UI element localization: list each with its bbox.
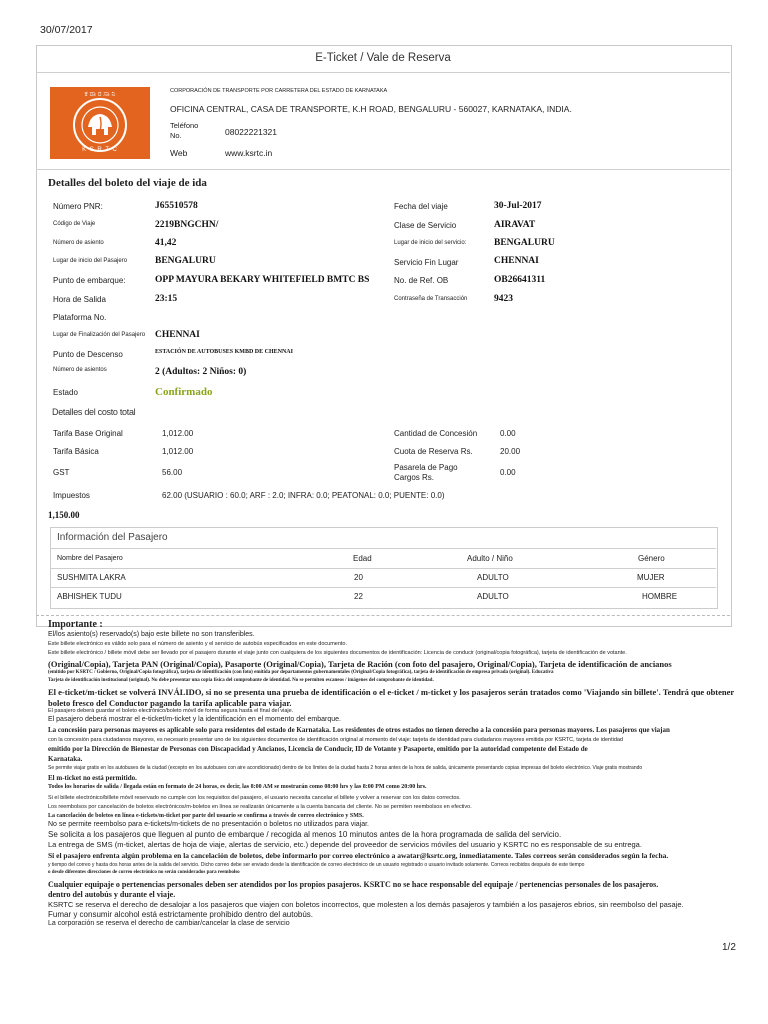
important-line: o desde diferentes direcciones de correo electrónico no serán considerados para reembolso (48, 870, 240, 875)
important-line: La entrega de SMS (m-ticket, alertas de hoja de viaje, alertas de servicio, etc.) depende del proveedor de servicios móviles del usuario y KSRTC no es responsable de su entrega. (48, 840, 642, 849)
important-title: Importante : (48, 619, 103, 630)
cost-title: Detalles del costo total (52, 407, 136, 417)
date-label: Fecha del viaje (394, 202, 448, 211)
corporation-name: CORPORACIÓN DE TRANSPORTE POR CARRETERA DEL ESTADO DE KARNATAKA (170, 88, 388, 94)
important-line: dentro del autobús y durante el viaje. (48, 890, 176, 899)
title-divider (36, 72, 730, 73)
important-line: El m-ticket no está permitido. (48, 774, 137, 782)
status-label: Estado (53, 388, 78, 397)
phone-label: Teléfono No. (170, 121, 199, 140)
class-label: Clase de Servicio (394, 221, 457, 230)
start-label: Lugar de inicio del Pasajero (53, 258, 128, 264)
ref-label: No. de Ref. OB (394, 276, 449, 285)
important-line: Este billete electrónico es válido solo para el número de asiento y el servicio de autobús especificados en este documento. (48, 641, 348, 647)
start-value: BENGALURU (155, 256, 216, 266)
office-address: OFICINA CENTRAL, CASA DE TRANSPORTE, K.H ROAD, BENGALURU - 560027, KARNATAKA, INDIA. (170, 104, 572, 114)
passenger-age: 22 (354, 592, 363, 601)
important-line: con la concesión para ciudadanos mayores, es necesario presentar uno de los siguientes documentos de identificación original al momento del viaje: tarjeta de identidad para ciudadanos mayores emitida por KSRTC, tarjeta de identidad (48, 737, 623, 743)
logo-kannada-text: ಕ ರಾ ರ ಸಾ ನಿ (84, 91, 116, 98)
passenger-gender: HOMBRE (642, 592, 678, 601)
trip-code-value: 2219BNGCHN/ (155, 220, 219, 230)
txn-value: 9423 (494, 294, 513, 304)
important-line: El pasajero deberá mostrar el e-ticket/m-ticket y la identificación en el momento del embarque. (48, 716, 341, 723)
taxes-value: 62.00 (USUARIO : 60.0; ARF : 2.0; INFRA: 0.0; PEATONAL: 0.0; PUENTE: 0.0) (162, 491, 445, 500)
status-value: Confirmado (155, 386, 213, 398)
important-line: Karnataka. (48, 755, 83, 763)
important-line: La concesión para personas mayores es aplicable solo para residentes del estado de Karnataka. Los residentes de otros estados no tienen derecho a la concesión para personas mayores. Los pasajeros que viajan (48, 726, 670, 734)
ksrtc-logo (50, 87, 150, 159)
basic-fare-value: 1,012.00 (162, 447, 194, 456)
important-line: emitido por la Dirección de Bienestar de Personas con Discapacidad y Ancianos, Licencia de Conducir, ID de Votante y Pasaporte, emitido por la autoridad competente del Estado de (48, 745, 588, 753)
passenger-header-type: Adulto / Niño (467, 554, 513, 563)
important-line: Los reembolsos por cancelación de boletos electrónicos/m-boletos en línea se realizarán únicamente a la cuenta bancaria del cliente. No se permiten reembolsos en efectivo. (48, 804, 472, 810)
concession-label: Cantidad de Concesión (394, 429, 478, 438)
important-line: boleto fresco del Conductor pagando la tarifa aplicable para viajar. (48, 698, 292, 708)
important-line: La corporación se reserva el derecho de cambiar/cancelar la clase de servicio (48, 920, 290, 927)
gateway-label: Pasarela de Pago Cargos Rs. (394, 463, 458, 482)
important-line: (Original/Copia), Tarjeta PAN (Original/Copia), Pasaporte (Original/Copia), Tarjeta de Ración (con foto del pasajero, Original/Copia), Tarjeta de identificación de ancianos (48, 659, 672, 669)
gst-label: GST (53, 468, 70, 477)
important-line: Todos los horarios de salida / llegada están en formato de 24 horas, es decir, las 8:00 AM se mostrarán como 08:00 hrs y las 8:00 PM como 20:00 hrs. (48, 784, 427, 790)
passenger-age: 20 (354, 573, 363, 582)
service-start-value: BENGALURU (494, 238, 555, 248)
concession-value: 0.00 (500, 429, 516, 438)
passenger-name: SUSHMITA LAKRA (57, 573, 126, 582)
end-label: Lugar de Finalización del Pasajero (53, 332, 146, 338)
important-line: y tiempo del correo y hasta dos horas antes de la salida del servicio. Dicho correo debe ser enviado desde la identificación de correo electrónico de un usuario registrado o usuario invitado solamente. Correos recibidos después de este tiempo (48, 862, 585, 868)
ref-value: OB26641311 (494, 275, 546, 285)
important-line: El e-ticket/m-ticket se volverá INVÁLIDO, si no se presenta una prueba de identificación o el e-ticket / m-ticket y los pasajeros serán tratados como 'Viajando sin billete'. Tendrá que obtener (48, 687, 735, 697)
boarding-value: OPP MAYURA BEKARY WHITEFIELD BMTC BS (155, 275, 370, 285)
passenger-title: Información del Pasajero (57, 532, 168, 543)
txn-label: Contraseña de Transacción (394, 296, 468, 302)
base-fare-value: 1,012.00 (162, 429, 194, 438)
drop-label: Punto de Descenso (53, 350, 123, 359)
important-divider (36, 615, 730, 616)
passenger-row-divider (50, 587, 716, 588)
important-line: Cualquier equipaje o pertenencias personales deben ser atendidos por los propios pasajeros. KSRTC no se hace responsable del equipaje / pertenencias personales de los pasajeros. (48, 880, 659, 889)
date-value: 30-Jul-2017 (494, 201, 542, 211)
pnr-value: J65510578 (155, 201, 198, 211)
phone-number: 08022221321 (225, 127, 278, 137)
base-fare-label: Tarifa Base Original (53, 429, 123, 438)
passenger-header-age: Edad (353, 554, 372, 563)
gateway-value: 0.00 (500, 468, 516, 477)
service-end-label: Servicio Fin Lugar (394, 258, 459, 267)
passenger-type: ADULTO (477, 573, 509, 582)
departure-label: Hora de Salida (53, 295, 106, 304)
taxes-label: Impuestos (53, 491, 90, 500)
trip-code-label: Código de Viaje (53, 221, 96, 227)
page-title: E-Ticket / Vale de Reserva (315, 52, 451, 64)
logo-text: K S R T C (82, 147, 118, 153)
service-end-value: CHENNAI (494, 256, 539, 266)
passenger-header-gender: Género (638, 554, 665, 563)
seat-value: 41,42 (155, 238, 177, 248)
passenger-header-divider (50, 568, 716, 569)
service-start-label: Lugar de inicio del servicio: (394, 240, 467, 246)
passenger-type: ADULTO (477, 592, 509, 601)
passenger-gender: MUJER (637, 573, 665, 582)
important-line: La cancelación de boletos en línea e-tickets/m-ticket por parte del usuario se confirma a través de correo electrónico y SMS. (48, 813, 364, 819)
important-line: Fumar y consumir alcohol está estrictamente prohibido dentro del autobús. (48, 910, 314, 919)
seats-label: Número de asientos (53, 367, 107, 373)
departure-value: 23:15 (155, 294, 178, 304)
platform-label: Plataforma No. (53, 313, 107, 322)
page-number: 1/2 (722, 942, 736, 953)
drop-value: ESTACIÓN DE AUTOBUSES KMBD DE CHENNAI (155, 349, 293, 355)
passenger-header-name: Nombre del Pasajero (57, 555, 123, 562)
important-line: Se permite viajar gratis en los autobuses de la ciudad (excepto en los autobuses con aire acondicionado) dentro de los límites de la ciudad hasta 2 horas antes de la hora de salida, únicamente presentando copias impresas del boleto electrónico. Viaje gratis mostrando (48, 765, 643, 771)
important-line: El/los asiento(s) reservado(s) bajo este billete no son transferibles. (48, 631, 255, 638)
booking-fee-label: Cuota de Reserva Rs. (394, 447, 473, 456)
web-link[interactable]: www.ksrtc.in (225, 148, 273, 158)
boarding-label: Punto de embarque: (53, 276, 126, 285)
seat-label: Número de asiento (53, 240, 104, 246)
important-line: No se permite reembolso para e-tickets/m-tickets de no presentación o boletos no utilizados para viajar. (48, 821, 369, 828)
important-line: (emitido por KSRTC / Gobierno, Original/Copia fotográfica), tarjeta de identificación (con foto) emitida por departamentos gubernamentales (Original/Copia fotográfica), tarjeta de identificación de empresa privada (original). Educativa (48, 670, 554, 675)
class-value: AIRAVAT (494, 220, 536, 230)
passenger-name: ABHISHEK TUDU (57, 592, 122, 601)
passenger-title-divider (50, 548, 716, 549)
print-date: 30/07/2017 (40, 24, 93, 36)
booking-fee-value: 20.00 (500, 447, 521, 456)
important-line: Si el pasajero enfrenta algún problema en la cancelación de boletos, debe informarlo por correo electrónico a awatar@ksrtc.org, inmediatamente. Tales correos serán considerados según la fecha. (48, 851, 669, 860)
gst-value: 56.00 (162, 468, 183, 477)
important-line: KSRTC se reserva el derecho de desalojar a los pasajeros que viajen con boletos incorrectos, que molesten a los demás pasajeros y también a los pasajeros ebrios, sin reembolso del pasaje. (48, 900, 684, 909)
basic-fare-label: Tarifa Básica (53, 447, 99, 456)
important-line: Tarjeta de identificación institucional (original). No debe presentar una copia física del comprobante de identidad. No se permiten escaneos / imágenes del comprobante de identidad. (48, 678, 434, 683)
important-line: Si el billete electrónico/billete móvil reservado no cumple con los requisitos del pasajero, el usuario necesita cancelar el billete y volver a reservar con los datos correctos. (48, 795, 461, 801)
end-value: CHENNAI (155, 330, 200, 340)
important-line: Este billete electrónico / billete móvil debe ser llevado por el pasajero durante el viaje junto con cualquiera de los siguientes documentos de identificación: Licencia de conducir (original/copia fotográfica), tarjeta de identificación de votante. (48, 650, 627, 656)
seats-value: 2 (Adultos: 2 Niños: 0) (155, 367, 247, 377)
important-line: Se solicita a los pasajeros que lleguen al punto de embarque / recogida al menos 10 minutos antes de la hora programada de salida del servicio. (48, 830, 562, 839)
section-title: Detalles del boleto del viaje de ida (48, 177, 207, 189)
header-divider (36, 169, 730, 170)
web-label: Web (170, 148, 188, 158)
total-value: 1,150.00 (48, 510, 80, 520)
pnr-label: Número PNR: (53, 202, 103, 211)
important-line: El pasajero deberá guardar el boleto electrónico/boleto móvil de forma segura hasta el final del viaje. (48, 708, 294, 714)
